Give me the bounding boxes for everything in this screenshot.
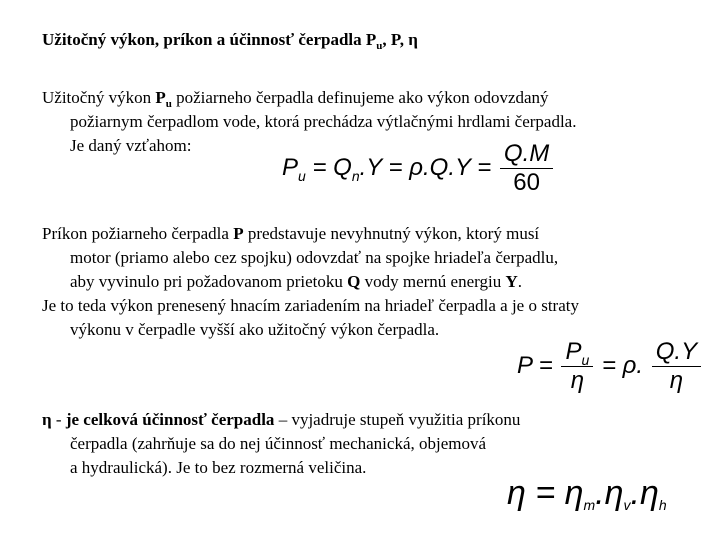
page-title: Užitočný výkon, príkon a účinnosť čerpadla $P_u$, P, η [42, 30, 418, 52]
useful-power-paragraph: Užitočný výkon $P_u$ požiarneho čerpadla definujeme ako výkon odovzdaný požiarnym čerpadlom vode, ktorá prechádza výtlačnými hrdlami čerpadla. Je daný vzťahom: [42, 88, 577, 155]
input-power-formula: P = $\frac{P_u}{\eta}$ = ρ. $\frac{Q.Y}{\eta}$ [517, 338, 703, 395]
efficiency-formula: $\eta = \eta_m.\eta_v.\eta_h$ [507, 474, 667, 513]
useful-power-formula: $P_u = Q_n.Y = \rho.Q.Y$ = $\frac{Q.M}{60}$ [282, 140, 555, 197]
efficiency-paragraph: η - je celková účinnosť čerpadla – vyjadruje stupeň využitia príkonu čerpadla (zahrňuje sa do nej účinnosť mechanická, objemová a hydraulická). Je to bez rozmerná veličina. [42, 410, 521, 477]
input-power-paragraph: Príkon požiarneho čerpadla P predstavuje nevyhnutný výkon, ktorý musí motor (priamo alebo cez spojku) odovzdať na spojke hriadeľa čerpadlu, aby vyvinulo pri požadovanom prietoku Q vody mernú energiu Y. Je to teda výkon prenesený hnacím zariadením na hriadeľ čerpadla a je o straty výkonu v čerpadle vyšší ako užitočný výkon čerpadla. [42, 224, 579, 339]
eta-symbol: η [42, 410, 52, 429]
